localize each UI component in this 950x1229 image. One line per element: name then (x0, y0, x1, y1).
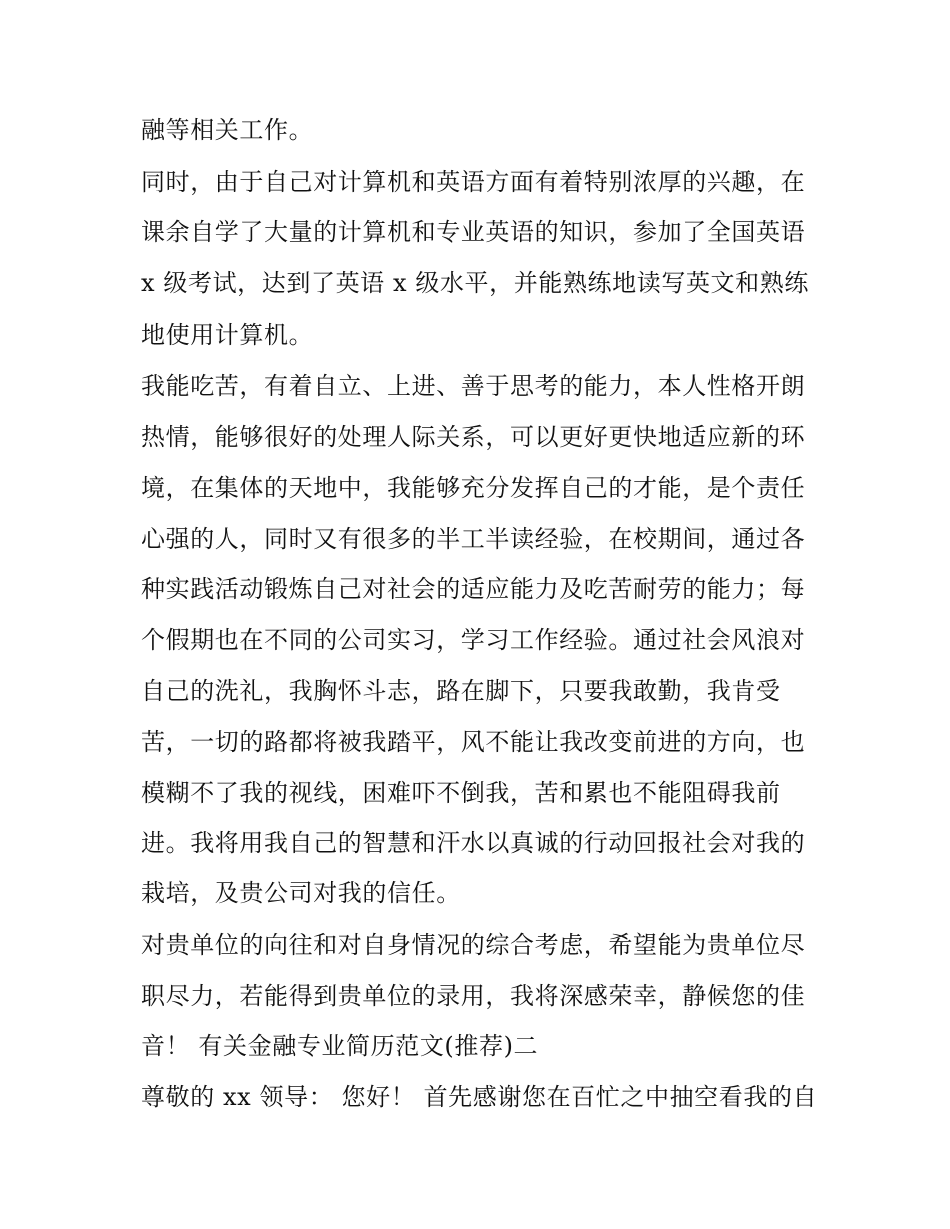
text-line: 我能吃苦，有着自立、上进、善于思考的能力，本人性格开朗 (141, 372, 806, 400)
text-line: 栽培，及贵公司对我的信任。 (141, 879, 461, 907)
text-line: 模糊不了我的视线，困难吓不倒我，苦和累也不能阻碍我前 (141, 779, 781, 807)
text-line: 心强的人，同时又有很多的半工半读经验，在校期间，通过各 (141, 525, 806, 553)
text-line: 热情，能够很好的处理人际关系，可以更好更快地适应新的环 (141, 423, 806, 451)
text-line: 地使用计算机。 (141, 321, 314, 349)
text-line: 个假期也在不同的公司实习，学习工作经验。通过社会风浪对 (141, 626, 806, 654)
text-line: 境，在集体的天地中，我能够充分发挥自己的才能，是个责任 (141, 474, 806, 502)
text-line: 自己的洗礼，我胸怀斗志，路在脚下，只要我敢勤，我肯受 (141, 677, 781, 705)
text-line: 苦，一切的路都将被我踏平，风不能让我改变前进的方向，也 (141, 728, 806, 756)
text-line: 对贵单位的向往和对自身情况的综合考虑，希望能为贵单位尽 (141, 931, 806, 959)
text-line: x 级考试，达到了英语 x 级水平，并能熟练地读写英文和熟练 (141, 269, 809, 297)
text-line: 同时，由于自己对计算机和英语方面有着特别浓厚的兴趣，在 (141, 168, 806, 196)
text-line: 进。我将用我自己的智慧和汗水以真诚的行动回报社会对我的 (141, 829, 806, 857)
text-line: 种实践活动锻炼自己对社会的适应能力及吃苦耐劳的能力；每 (141, 575, 806, 603)
text-line: 音！ 有关金融专业简历范文(推荐)二 (141, 1032, 539, 1060)
text-line: 尊敬的 xx 领导： 您好！ 首先感谢您在百忙之中抽空看我的自 (141, 1083, 818, 1111)
text-line: 课余自学了大量的计算机和专业英语的知识，参加了全国英语 (141, 218, 806, 246)
text-line: 融等相关工作。 (141, 116, 314, 144)
text-line: 职尽力，若能得到贵单位的录用，我将深感荣幸，静候您的佳 (141, 982, 806, 1010)
